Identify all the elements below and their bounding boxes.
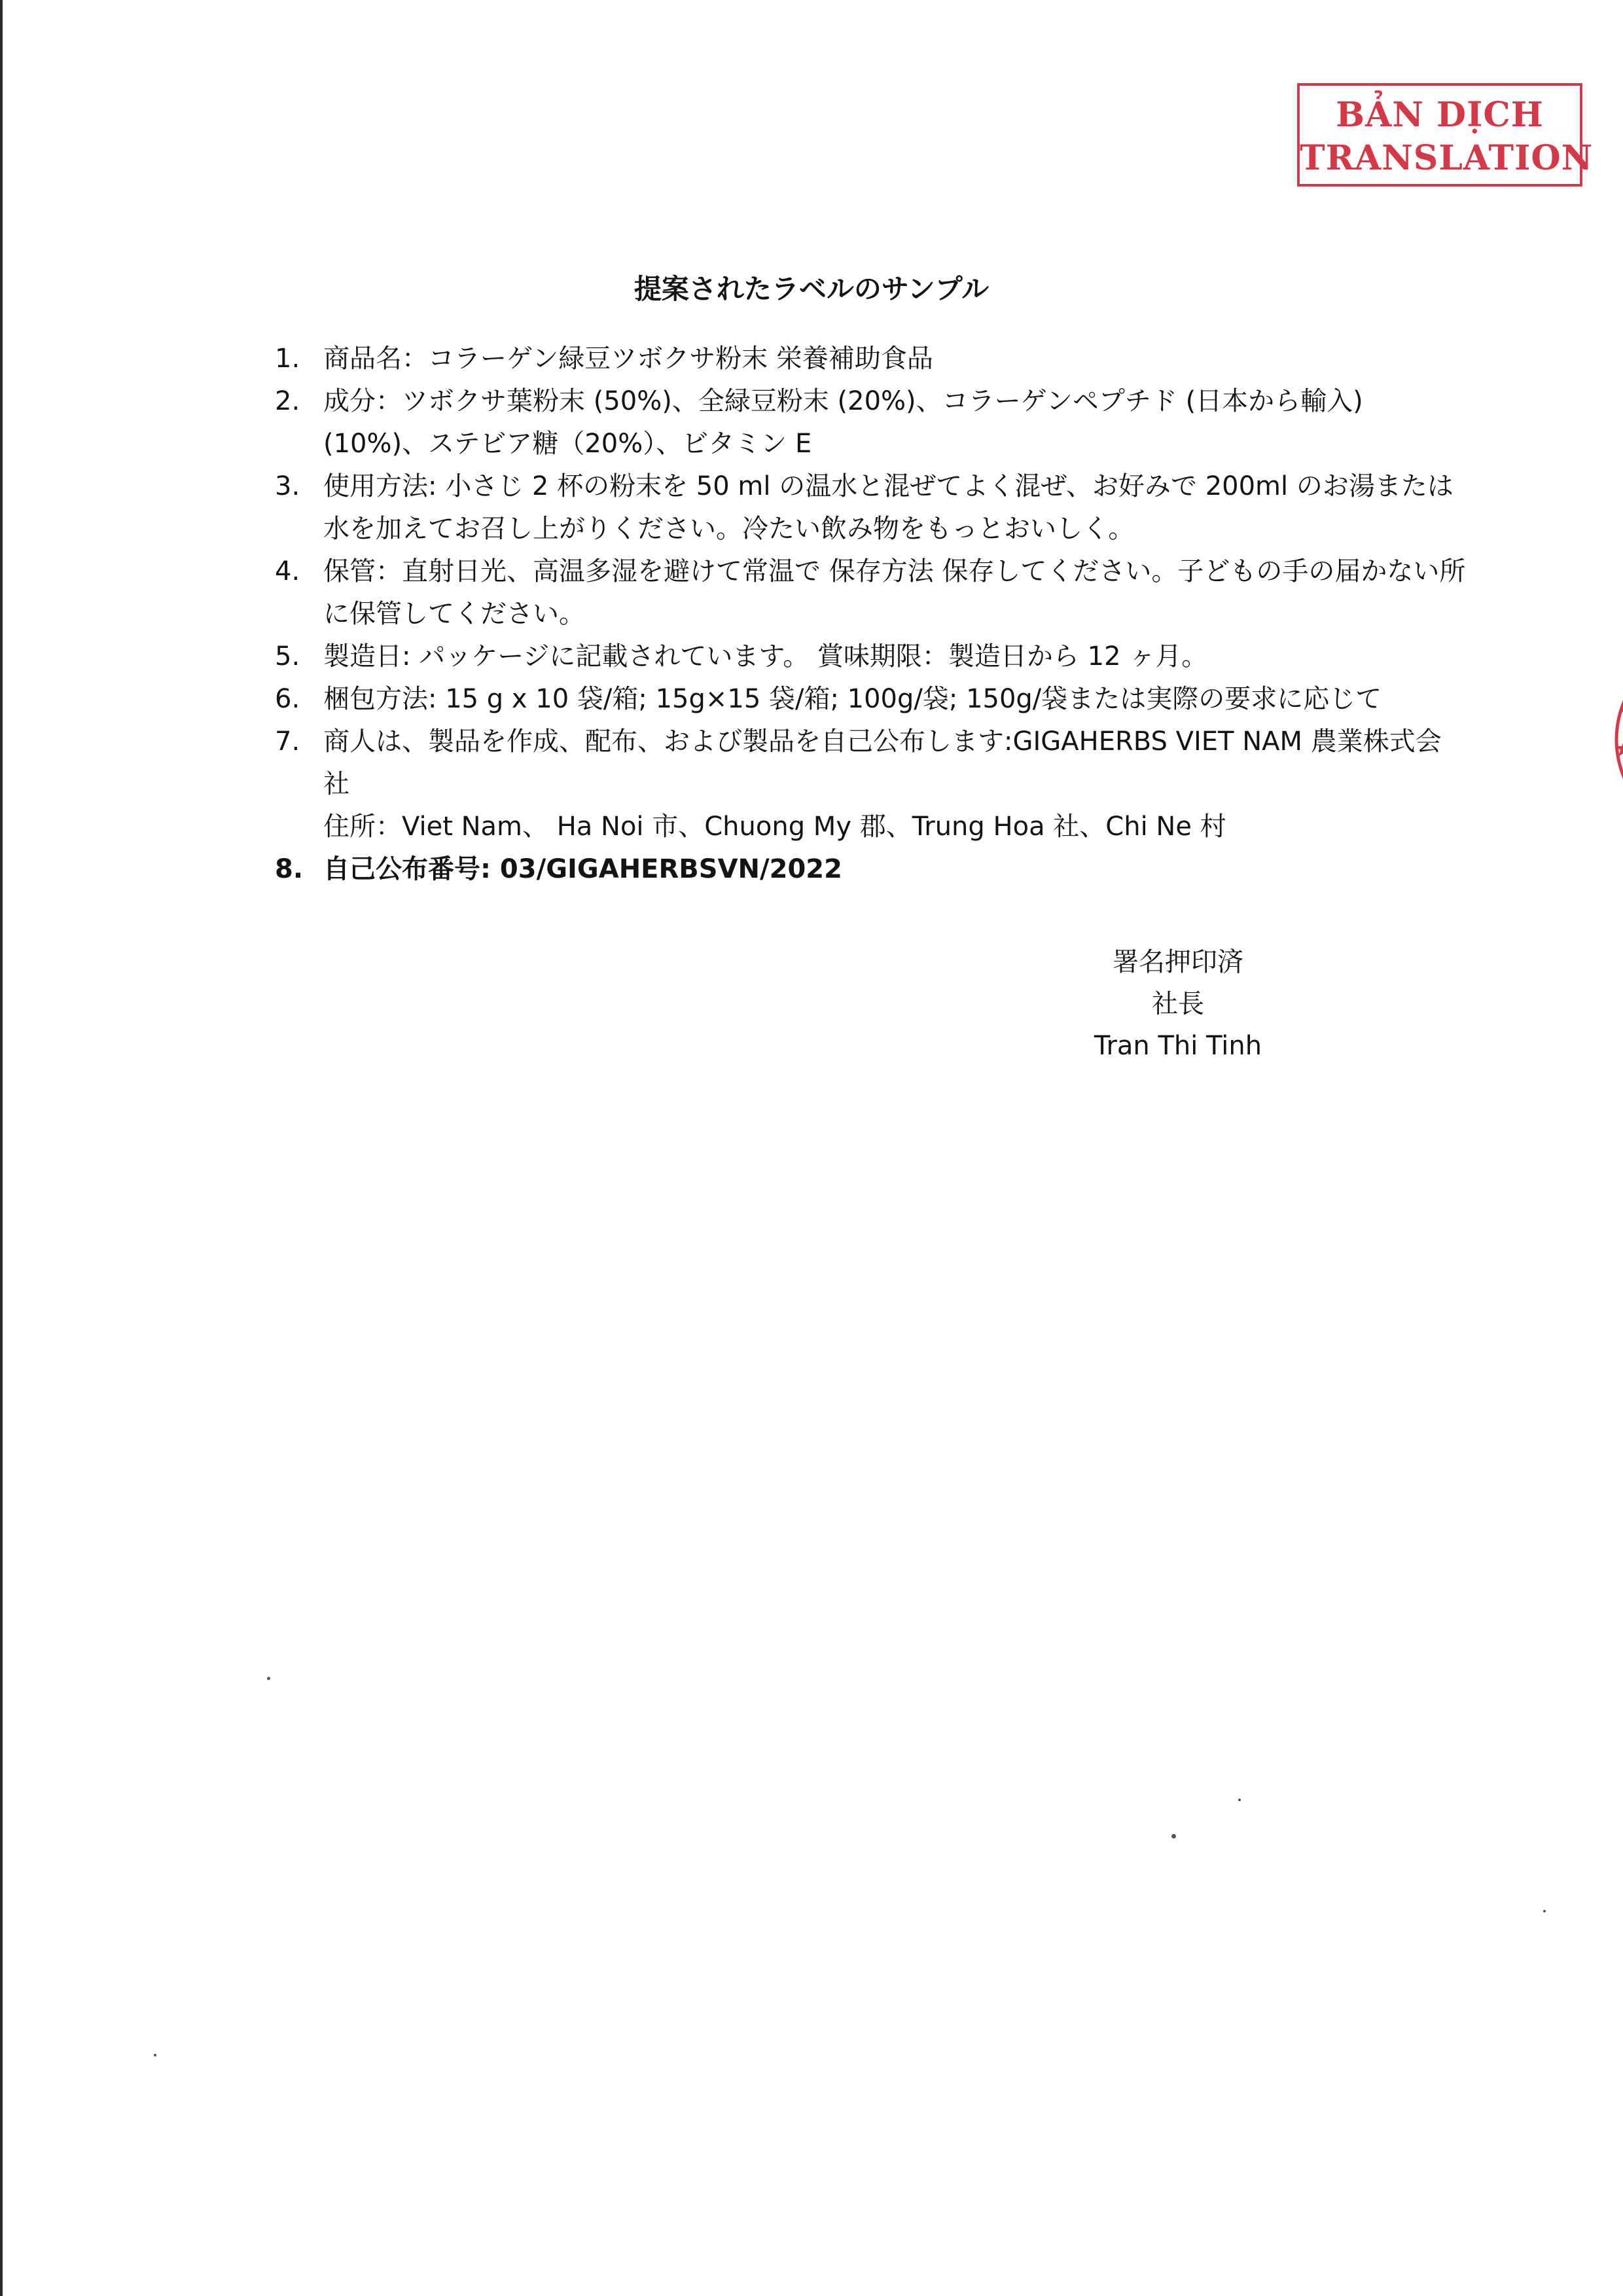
- signature-block: [1021, 941, 1335, 1067]
- item-text: 成分：ツボクサ葉粉末 (50%)、全緑豆粉末 (20%)、コラーゲンペプチド (日本から輸入)(10%)、ステビア糖（20%）、ビタミン E: [323, 386, 1363, 459]
- translation-stamp: [1297, 83, 1594, 187]
- item-text: 自己公布番号: 03/GIGAHERBSVN/2022: [323, 854, 842, 884]
- list-item: [275, 550, 1466, 636]
- item-number: 8.: [275, 854, 304, 884]
- list-item: [275, 721, 1466, 848]
- item-number: 2.: [275, 386, 300, 416]
- list-item: [275, 678, 1466, 721]
- list-item: [275, 338, 1466, 380]
- item-text: 梱包方法: 15 g x 10 袋/箱; 15g×15 袋/箱; 100g/袋; 150g/袋または実際の要求に応じて: [323, 684, 1382, 714]
- list-item: [275, 848, 1466, 891]
- item-text: 保管：直射日光、高温多湿を避けて常温で 保存方法 保存してください。子どもの手の届かない所に保管してください。: [323, 556, 1466, 629]
- stamp-line-2: TRANSLATION: [1300, 138, 1594, 178]
- list-item: [275, 380, 1466, 465]
- signer-name: Tran Thi Tinh: [1094, 1031, 1262, 1061]
- item-text: 商人は、製品を作成、配布、および製品を自己公布します:GIGAHERBS VIET NAM 農業株式会社: [323, 726, 1442, 799]
- signed-sealed-note: 署名押印済: [1113, 947, 1243, 977]
- signer-title: 社長: [1152, 989, 1204, 1019]
- document-title: 提案されたラベルのサンプル: [633, 273, 990, 305]
- scan-speck: [154, 2054, 156, 2056]
- list-item: [275, 636, 1466, 678]
- scan-speck: [1543, 1910, 1546, 1912]
- list-item: [275, 465, 1466, 550]
- scan-speck: [1171, 1834, 1176, 1839]
- item-number: 4.: [275, 556, 300, 586]
- company-seal-partial: [1584, 635, 1623, 844]
- scan-edge: [0, 0, 3, 2296]
- manufacturer-address: 住所：Viet Nam、 Ha Noi 市、Chuong My 郡、Trung Hoa 社、Chi Ne 村: [323, 812, 1226, 842]
- item-number: 7.: [275, 726, 300, 757]
- item-text: 使用方法: 小さじ 2 杯の粉末を 50 ml の温水と混ぜてよく混ぜ、お好みで 200ml のお湯または水を加えてお召し上がりください。冷たい飲み物をもっとおいしく。: [323, 471, 1454, 544]
- label-items-list: [275, 338, 1466, 891]
- stamp-line-1: BẢN DỊCH: [1336, 95, 1544, 135]
- item-number: 5.: [275, 641, 300, 672]
- scan-speck: [267, 1677, 270, 1680]
- item-text: 製造日: パッケージに記載されています。 賞味期限：製造日から 12 ヶ月。: [323, 641, 1208, 672]
- item-text: 商品名：コラーゲン緑豆ツボクサ粉末 栄養補助食品: [323, 344, 933, 374]
- item-number: 3.: [275, 471, 300, 501]
- item-number: 1.: [275, 344, 300, 374]
- item-number: 6.: [275, 684, 300, 714]
- scan-speck: [1238, 1799, 1241, 1801]
